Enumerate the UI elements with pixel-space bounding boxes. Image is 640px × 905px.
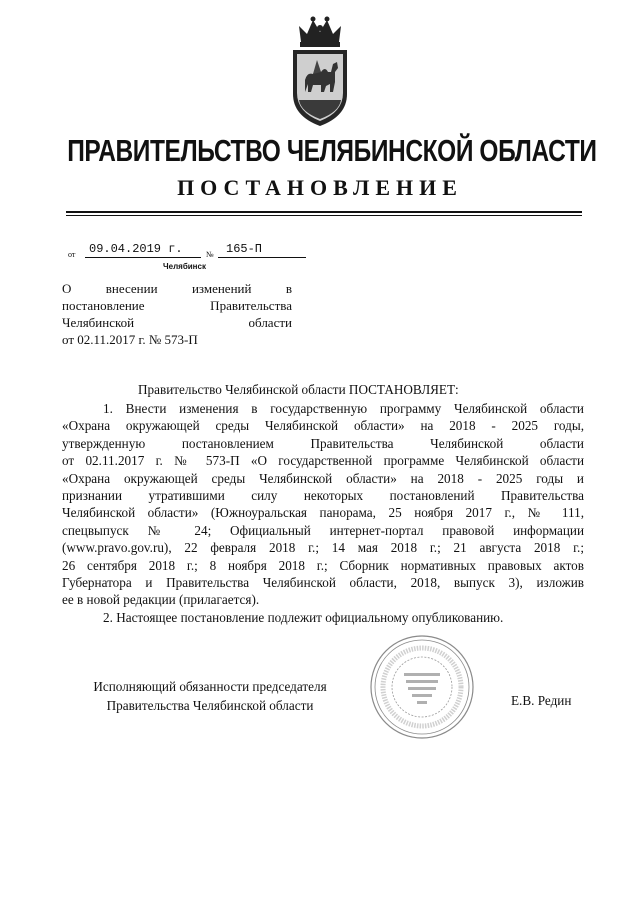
body-line: от 02.11.2017 г. № 573-П «О государственной программе Челябинской области: [62, 453, 584, 469]
signatory-position-line: Правительства Челябинской области: [106, 698, 314, 713]
body-line: (www.pravo.gov.ru), 22 февраля 2018 г.; 14 мая 2018 г.; 21 августа 2018 г.;: [62, 540, 584, 556]
subject-line: постановление Правительства: [62, 298, 292, 313]
organization-title: ПРАВИТЕЛЬСТВО ЧЕЛЯБИНСКОЙ ОБЛАСТИ: [67, 133, 597, 168]
subject-line: Челябинской области: [62, 315, 292, 330]
signatory-position: [60, 677, 360, 715]
header-rule-thin: [66, 215, 582, 216]
document-body: [62, 400, 584, 626]
date-prefix: от: [68, 250, 76, 259]
official-seal-stamp: [368, 633, 476, 741]
number-prefix: №: [206, 250, 214, 259]
preamble: Правительство Челябинской области ПОСТАНОВЛЯЕТ:: [138, 382, 459, 397]
subject-line: от 02.11.2017 г. № 573-П: [62, 332, 198, 347]
signatory-name: Е.В. Редин: [511, 693, 572, 708]
body-line: «Охрана окружающей среды Челябинской области» на 2018 - 2025 годы и: [62, 470, 584, 486]
body-line: «Охрана окружающей среды Челябинской области» на 2018 - 2025 годы,: [62, 418, 584, 434]
subject-line: О внесении изменений в: [62, 281, 292, 296]
body-line: ее в новой редакции (прилагается).: [62, 592, 260, 608]
document-subject: [62, 280, 292, 348]
body-line: 26 сентября 2018 г.; 8 ноября 2018 г.; Сборник нормативных правовых актов: [62, 557, 584, 573]
header-rule-thick: [66, 211, 582, 213]
signatory-position-line: Исполняющий обязанности председателя: [93, 679, 327, 694]
body-line: спецвыпуск № 24; Официальный интернет-портал правовой информации: [62, 522, 584, 538]
document-number: 165-П: [218, 242, 306, 258]
body-line: утвержденную постановлением Правительства Челябинской области: [62, 435, 584, 451]
document-type-heading: ПОСТАНОВЛЕНИЕ: [177, 175, 463, 200]
city-label: Челябинск: [163, 262, 206, 271]
coat-of-arms-emblem: [287, 12, 353, 130]
body-line: 2. Настоящее постановление подлежит официальному опубликованию.: [103, 609, 504, 625]
body-line: 1. Внести изменения в государственную программу Челябинской области: [103, 401, 584, 416]
body-line: Челябинской области» (Южноуральская панорама, 25 ноября 2017 г., № 111,: [62, 505, 584, 521]
body-line: признании утратившими силу некоторых постановлений Правительства: [62, 487, 584, 503]
body-line: Губернатора и Правительства Челябинской области, 2018, выпуск 3), изложив: [62, 574, 584, 590]
document-date: 09.04.2019 г.: [85, 242, 201, 258]
